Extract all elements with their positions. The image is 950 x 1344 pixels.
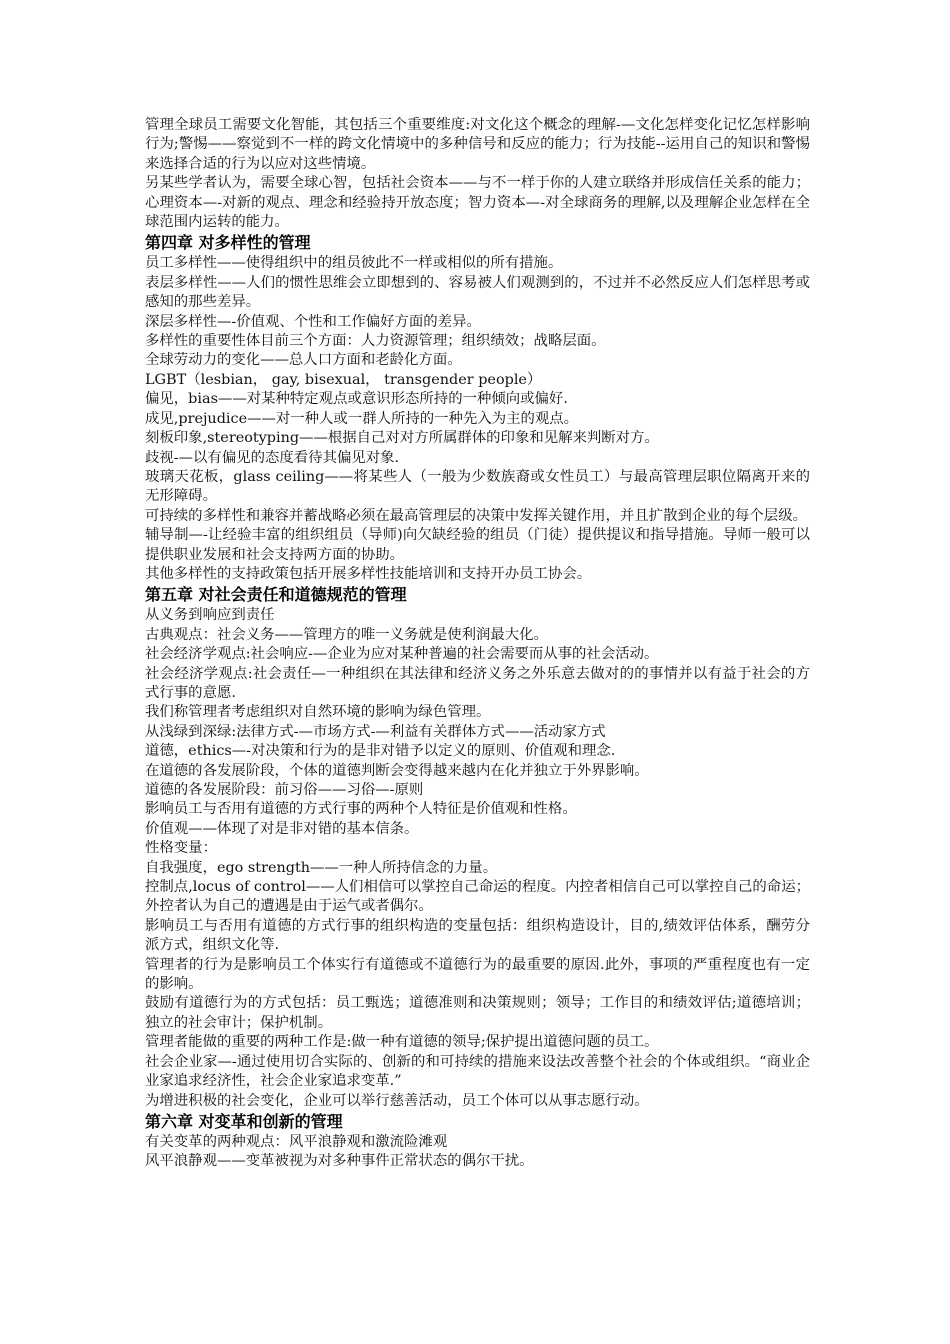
paragraph: 社会企业家—-通过使用切合实际的、创新的和可持续的措施来设法改善整个社会的个体或组织。“商业企业家追求经济性，社会企业家追求变革.” bbox=[145, 1053, 810, 1090]
paragraph: 道德的各发展阶段：前习俗——习俗—-原则 bbox=[145, 782, 424, 798]
paragraph: 风平浪静观——变革被视为对多种事件正常状态的偶尔干扰。 bbox=[145, 1153, 534, 1170]
paragraph: 成见,prejudice——对一种人或一群人所持的一种先入为主的观点。 bbox=[145, 410, 579, 427]
paragraph: 员工多样性——使得组织中的组员彼此不一样或相似的所有措施。 bbox=[145, 255, 563, 272]
paragraph: LGBT（lesbian， gay, bisexual， transgender people） bbox=[145, 371, 542, 388]
paragraph: 社会经济学观点:社会响应-—企业为应对某种普遍的社会需要而从事的社会活动。 bbox=[145, 646, 659, 663]
paragraph: 全球劳动力的变化——总人口方面和老龄化方面。 bbox=[145, 352, 462, 369]
paragraph: 另某些学者认为，需要全球心智，包括社会资本——与不一样于你的人建立联络并形成信任关系的能力；心理资本—-对新的观点、理念和经验持开放态度；智力资本—-对全球商务的理解,以及理解企业怎样在全球范围内运转的能力。 bbox=[145, 175, 810, 231]
paragraph: 辅导制—-让经验丰富的组织组员（导师)向欠缺经验的组员（门徒）提供提议和指导措施。导师一般可以提供职业发展和社会支持两方面的协助。 bbox=[145, 527, 810, 563]
paragraph: 社会经济学观点:社会责任—一种组织在其法律和经济义务之外乐意去做对的的事情并以有益于社会的方式行事的意愿. bbox=[145, 665, 810, 701]
paragraph: 鼓励有道德行为的方式包括：员工甄选；道德准则和决策规则；领导；工作目的和绩效评估;道德培训；独立的社会审计；保护机制。 bbox=[145, 995, 810, 1031]
paragraph: 在道德的各发展阶段，个体的道德判断会变得越来越内在化并独立于外界影响。 bbox=[145, 762, 649, 779]
paragraph: 自我强度，ego strength——一种人所持信念的力量。 bbox=[145, 859, 498, 876]
paragraph: 偏见，bias——对某种特定观点或意识形态所持的一种倾向或偏好. bbox=[145, 391, 568, 408]
paragraph: 管理者能做的重要的两种工作是:做一种有道德的领导;保护提出道德问题的员工。 bbox=[145, 1034, 659, 1051]
chapter-heading: 第五章 对社会责任和道德规范的管理 bbox=[145, 585, 407, 605]
paragraph: 歧视-—以有偏见的态度看待其偏见对象. bbox=[145, 449, 400, 466]
paragraph: 控制点,locus of control——人们相信可以掌控自己命运的程度。内控者相信自己可以掌控自己的命运；外控者认为自己的遭遇是由于运气或者偶尔。 bbox=[145, 879, 810, 915]
chapter-heading: 第四章 对多样性的管理 bbox=[145, 233, 311, 253]
paragraph: 其他多样性的支持政策包括开展多样性技能培训和支持开办员工协会。 bbox=[145, 565, 592, 582]
paragraph: 表层多样性——人们的惯性思维会立即想到的、容易被人们观测到的，不过并不必然反应人们怎样思考或感知的那些差异。 bbox=[145, 274, 810, 311]
paragraph: 从浅绿到深绿:法律方式-—市场方式-—利益有关群体方式——活动家方式 bbox=[145, 723, 606, 740]
paragraph: 从义务到响应到责任 bbox=[145, 607, 275, 624]
paragraph: 影响员工与否用有道德的方式行事的两种个人特征是价值观和性格。 bbox=[145, 801, 577, 818]
paragraph: 为增进积极的社会变化，企业可以举行慈善活动，员工个体可以从事志愿行动。 bbox=[145, 1092, 649, 1109]
paragraph: 道德，ethics—-对决策和行为的是非对错予以定义的原则、价值观和理念. bbox=[145, 743, 616, 760]
paragraph: 玻璃天花板，glass ceiling——将某些人（一般为少数族裔或女性员工）与最高管理层职位隔离开来的无形障碍。 bbox=[145, 468, 810, 505]
chapter-heading: 第六章 对变革和创新的管理 bbox=[145, 1111, 343, 1131]
paragraph: 古典观点：社会义务——管理方的唯一义务就是使利润最大化。 bbox=[145, 626, 548, 643]
paragraph: 多样性的重要性体目前三个方面：人力资源管理；组织绩效；战略层面。 bbox=[145, 333, 606, 350]
paragraph: 有关变革的两种观点：风平浪静观和激流险滩观 bbox=[145, 1133, 448, 1150]
paragraph: 可持续的多样性和兼容并蓄战略必须在最高管理层的决策中发挥关键作用，并且扩散到企业的每个层级。 bbox=[145, 507, 807, 524]
paragraph: 性格变量： bbox=[145, 840, 217, 857]
paragraph: 价值观——体现了对是非对错的基本信条。 bbox=[145, 820, 419, 837]
paragraph: 管理者的行为是影响员工个体实行有道德或不道德行为的最重要的原因.此外，事项的严重程度也有一定的影响。 bbox=[145, 956, 810, 993]
paragraph: 我们称管理者考虑组织对自然环境的影响为绿色管理。 bbox=[145, 704, 491, 721]
paragraph: 影响员工与否用有道德的方式行事的组织构造的变量包括：组织构造设计，目的,绩效评估体系，酬劳分派方式，组织文化等. bbox=[145, 917, 810, 954]
paragraph: 刻板印象,stereotyping——根据自己对对方所属群体的印象和见解来判断对方。 bbox=[145, 430, 659, 447]
paragraph: 深层多样性—-价值观、个性和工作偏好方面的差异。 bbox=[145, 313, 481, 330]
document-body bbox=[145, 116, 810, 1172]
paragraph: 管理全球员工需要文化智能，其包括三个重要维度:对文化这个概念的理解-—文化怎样变化记忆怎样影响行为;警惕——察觉到不一样的跨文化情境中的多种信号和反应的能力；行为技能--运用自己的知识和警惕来选择合适的行为以应对这些情境。 bbox=[145, 117, 810, 172]
